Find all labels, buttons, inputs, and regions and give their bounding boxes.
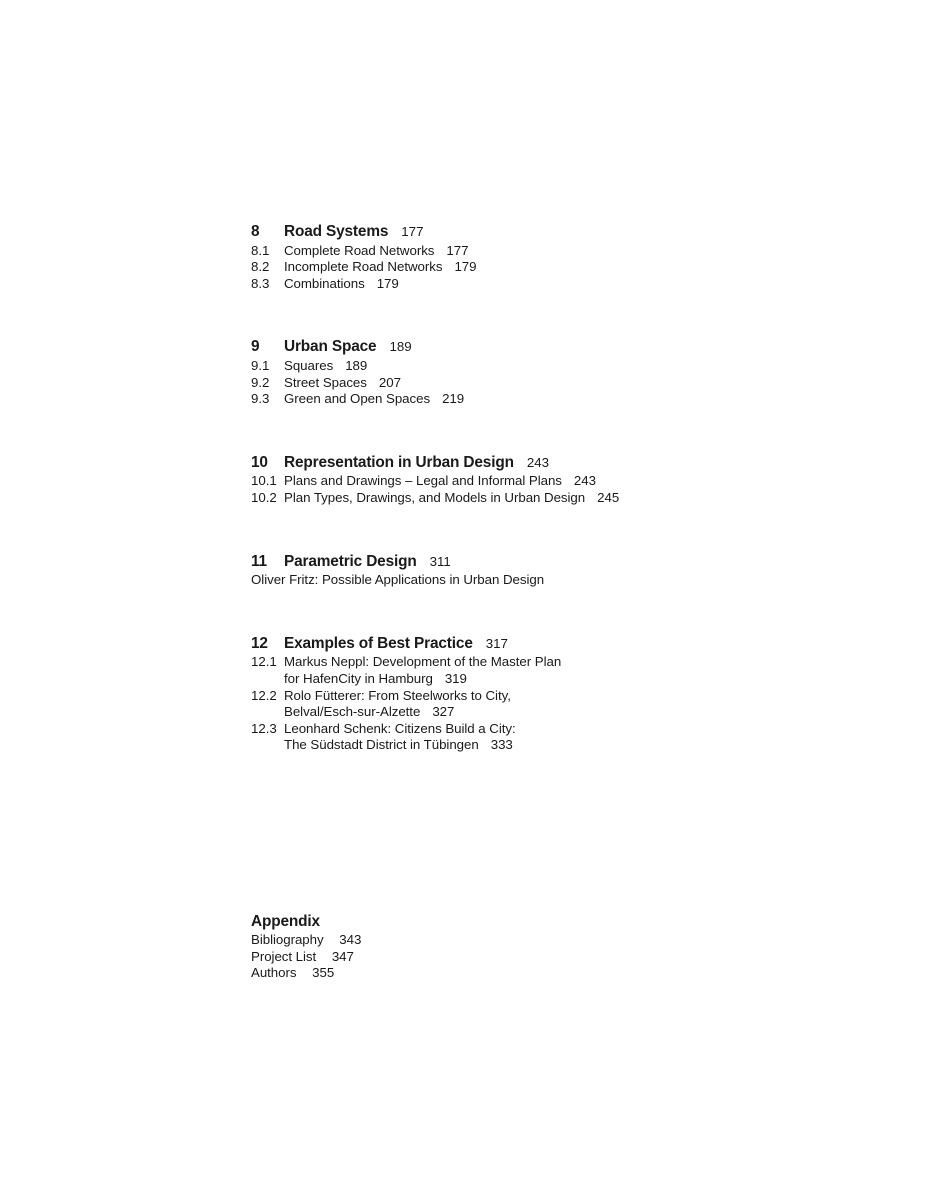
section-title-continuation: [251, 671, 811, 688]
section-page-number: 333: [490, 737, 513, 753]
chapter-page-number: 177: [401, 224, 424, 239]
appendix-entry[interactable]: [251, 949, 651, 966]
section-number: 8.3: [251, 275, 270, 291]
chapter-page-number: 317: [485, 635, 508, 651]
section-page-number: 189: [345, 357, 368, 373]
chapter-number: 12: [251, 634, 268, 652]
section-title-continuation: [251, 737, 811, 754]
section-row[interactable]: [251, 259, 811, 276]
chapter-title: Representation in Urban Design: [284, 453, 514, 471]
section-page-number: 245: [597, 489, 620, 505]
section-number: 12.1: [251, 654, 277, 670]
section-page-number: 243: [573, 473, 596, 489]
chapter-block-10: [251, 455, 811, 507]
chapter-page-number: 311: [429, 553, 451, 569]
chapter-title: Urban Space: [284, 338, 377, 356]
appendix-entry[interactable]: [251, 965, 651, 982]
section-row[interactable]: [251, 654, 811, 671]
appendix-entry-page-number: 343: [339, 932, 362, 947]
appendix-entry-title: Project List: [251, 948, 317, 964]
section-number: 9.3: [251, 391, 270, 407]
section-number: 12.2: [251, 687, 277, 703]
chapter-block-11: [251, 554, 811, 589]
appendix-entry-title: Bibliography: [251, 932, 324, 947]
section-title: Street Spaces: [284, 374, 367, 390]
chapter-page-number: 189: [389, 339, 412, 355]
section-title: Rolo Fütterer: From Steelworks to City,: [284, 687, 511, 703]
chapter-block-9: [251, 339, 811, 407]
section-number: 8.2: [251, 259, 270, 275]
section-title-line2: The Südstadt District in Tübingen: [284, 737, 479, 753]
section-row[interactable]: [251, 358, 811, 375]
section-page-number: 179: [454, 259, 477, 275]
section-title-line2: Belval/Esch-sur-Alzette: [284, 704, 421, 720]
section-page-number: 177: [446, 242, 469, 258]
section-title: Leonhard Schenk: Citizens Build a City:: [284, 720, 516, 736]
chapter-heading-10[interactable]: [251, 455, 811, 473]
section-title: Markus Neppl: Development of the Master Plan: [284, 654, 562, 670]
chapter-number: 9: [251, 338, 260, 356]
section-title: Combinations: [284, 275, 365, 291]
chapter-title: Parametric Design: [284, 552, 417, 570]
section-page-number: 319: [444, 670, 467, 686]
chapter-block-12: [251, 636, 811, 754]
section-number: 8.1: [251, 242, 270, 258]
section-page-number: 179: [376, 275, 399, 291]
section-row[interactable]: [251, 243, 811, 260]
appendix-entry[interactable]: [251, 932, 651, 949]
section-page-number: 327: [432, 704, 455, 720]
appendix-block: [251, 913, 651, 982]
chapter-heading-9[interactable]: [251, 339, 811, 357]
section-title-continuation: [251, 704, 811, 721]
section-number: 9.2: [251, 374, 270, 390]
section-title-line2: for HafenCity in Hamburg: [284, 670, 433, 686]
section-title: Squares: [284, 357, 334, 373]
appendix-heading[interactable]: Appendix: [251, 913, 320, 930]
section-page-number: 207: [378, 374, 401, 390]
chapter-subtitle: Oliver Fritz: Possible Applications in Urban Design: [251, 572, 545, 588]
section-row[interactable]: [251, 490, 811, 507]
chapter-heading-8[interactable]: [251, 224, 811, 242]
table-of-contents: [251, 224, 811, 754]
section-number: 10.1: [251, 473, 277, 489]
section-number: 10.2: [251, 489, 277, 505]
section-title: Plans and Drawings – Legal and Informal Plans: [284, 473, 562, 489]
section-title: Green and Open Spaces: [284, 391, 431, 407]
chapter-title: Examples of Best Practice: [284, 634, 473, 652]
chapter-heading-12[interactable]: [251, 636, 811, 654]
chapter-number: 8: [251, 223, 260, 240]
section-row[interactable]: [251, 473, 811, 490]
section-title: Plan Types, Drawings, and Models in Urban Design: [284, 489, 586, 505]
appendix-entry-page-number: 347: [331, 948, 354, 964]
section-title: Incomplete Road Networks: [284, 259, 443, 275]
section-row[interactable]: [251, 721, 811, 738]
chapter-number: 11: [251, 552, 267, 570]
chapter-page-number: 243: [526, 454, 550, 470]
section-row[interactable]: [251, 375, 811, 392]
section-row[interactable]: [251, 688, 811, 705]
chapter-title: Road Systems: [284, 223, 389, 240]
section-number: 12.3: [251, 720, 277, 736]
appendix-entry-page-number: 355: [312, 965, 335, 981]
chapter-heading-11[interactable]: [251, 554, 811, 572]
chapter-number: 10: [251, 453, 268, 471]
chapter-block-8: [251, 224, 811, 292]
section-title: Complete Road Networks: [284, 242, 435, 258]
section-row[interactable]: [251, 276, 811, 293]
appendix-entry-title: Authors: [251, 965, 297, 981]
section-page-number: 219: [442, 391, 465, 407]
section-row[interactable]: [251, 391, 811, 408]
section-number: 9.1: [251, 357, 270, 373]
